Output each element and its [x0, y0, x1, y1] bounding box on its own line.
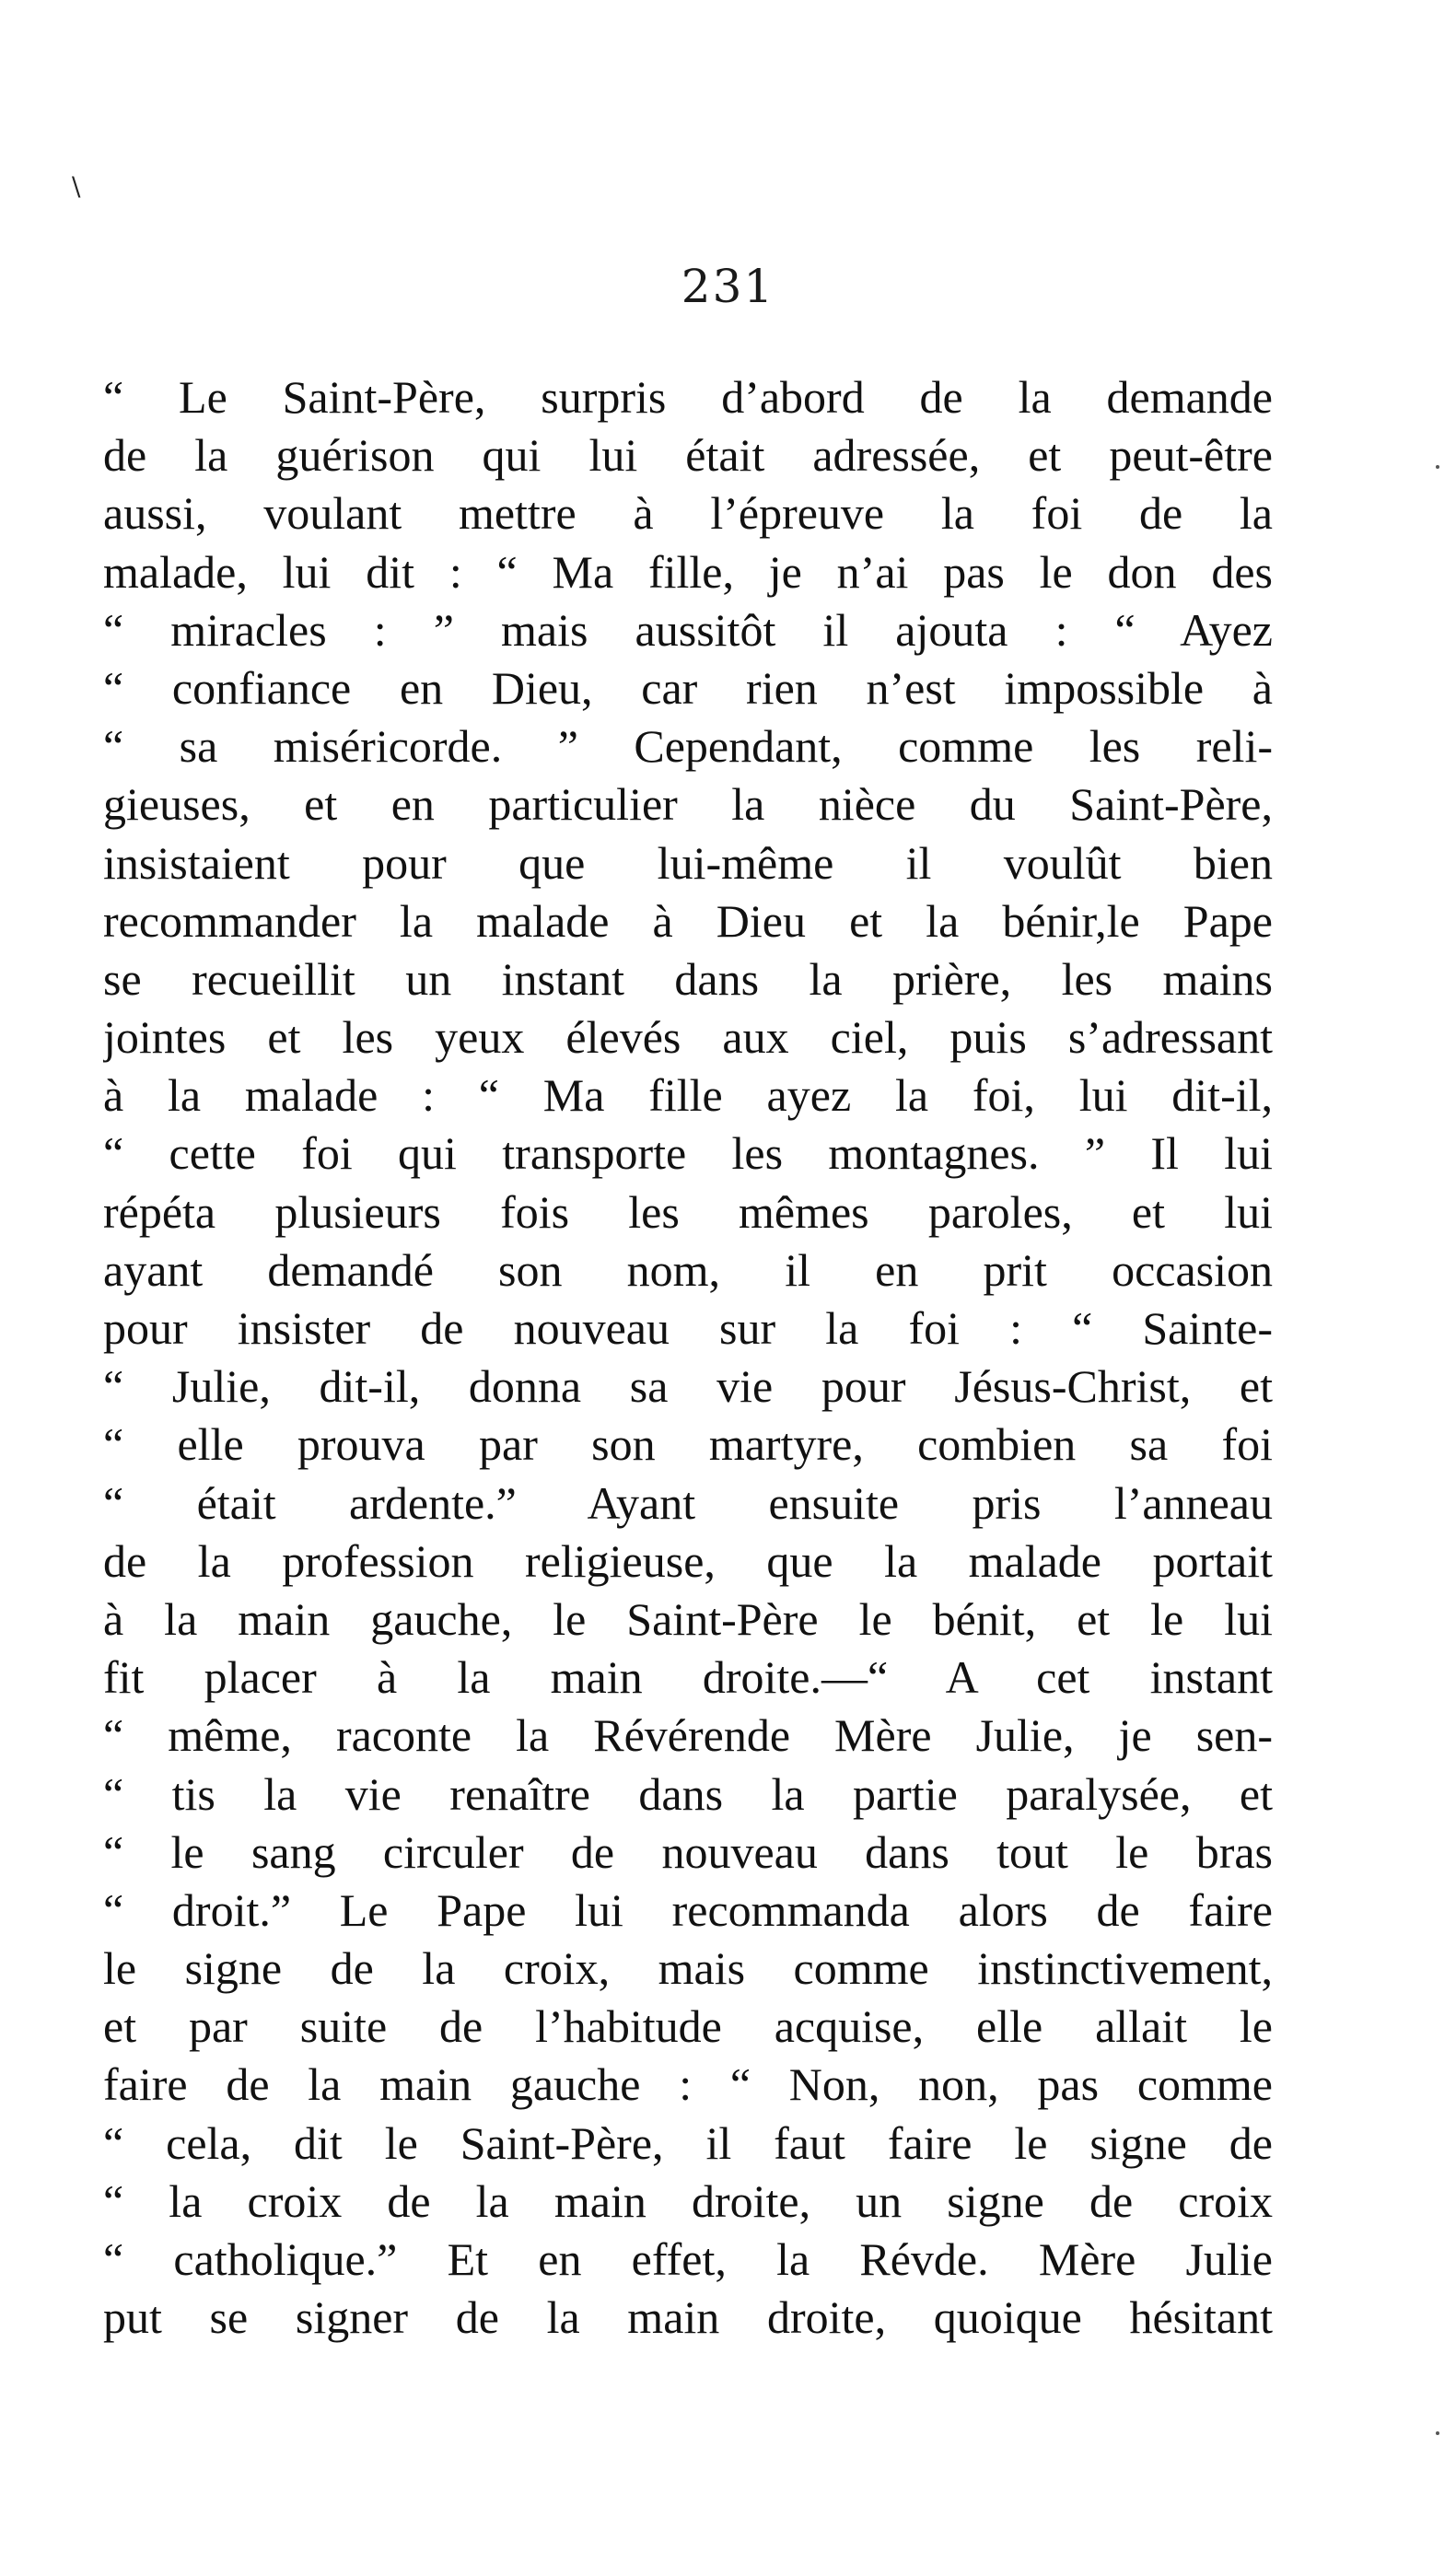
scan-speck [1436, 2431, 1439, 2435]
text-line: de la guérison qui lui était adressée, et peut-être [103, 429, 1273, 482]
scan-speck [1436, 465, 1439, 469]
text-line: “ cette foi qui transporte les montagnes. ” Il lui [103, 1127, 1273, 1180]
text-line: pour insister de nouveau sur la foi : “ Sainte- [103, 1302, 1273, 1354]
text-line: “ confiance en Dieu, car rien n’est impossible à [103, 661, 1273, 714]
text-line: “ miracles : ” mais aussitôt il ajouta : “ Ayez [103, 603, 1273, 656]
text-line: ayant demandé son nom, il en prit occasion [103, 1243, 1273, 1296]
text-line: “ Julie, dit-il, donna sa vie pour Jésus-Christ, et [103, 1360, 1273, 1413]
page-number: 231 [681, 260, 775, 313]
text-line: put se signer de la main droite, quoique hésitant [103, 2291, 1273, 2344]
body-text [103, 368, 1273, 2347]
text-line: recommander la malade à Dieu et la bénir,le Pape [103, 894, 1273, 947]
text-line: à la malade : “ Ma fille ayez la foi, lui dit-il, [103, 1069, 1273, 1122]
text-line: “ cela, dit le Saint-Père, il faut faire le signe de [103, 2116, 1273, 2169]
text-line: “ le sang circuler de nouveau dans tout le bras [103, 1825, 1273, 1878]
text-line: “ elle prouva par son martyre, combien sa foi [103, 1418, 1273, 1471]
text-line: “ la croix de la main droite, un signe de croix [103, 2174, 1273, 2227]
text-line: le signe de la croix, mais comme instinctivement, [103, 1942, 1273, 1995]
text-line: aussi, voulant mettre à l’épreuve la foi de la [103, 487, 1273, 540]
text-line: “ même, raconte la Révérende Mère Julie, je sen- [103, 1709, 1273, 1762]
text-line: à la main gauche, le Saint-Père le bénit, et le lui [103, 1592, 1273, 1645]
text-line: malade, lui dit : “ Ma fille, je n’ai pas le don des [103, 545, 1273, 598]
text-line: faire de la main gauche : “ Non, non, pas comme [103, 2058, 1273, 2111]
text-line: “ catholique.” Et en effet, la Révde. Mère Julie [103, 2233, 1273, 2285]
text-line: répéta plusieurs fois les mêmes paroles, et lui [103, 1185, 1273, 1238]
text-line: “ tis la vie renaître dans la partie paralysée, et [103, 1767, 1273, 1820]
text-line: fit placer à la main droite.—“ A cet instant [103, 1651, 1273, 1704]
text-line: “ sa miséricorde. ” Cependant, comme les reli- [103, 720, 1273, 773]
stray-ink-mark: \ [72, 171, 81, 202]
text-line: et par suite de l’habitude acquise, elle allait le [103, 2000, 1273, 2053]
text-line: de la profession religieuse, que la malade portait [103, 1534, 1273, 1587]
text-line: “ droit.” Le Pape lui recommanda alors de faire [103, 1883, 1273, 1936]
text-line: jointes et les yeux élevés aux ciel, puis s’adressant [103, 1011, 1273, 1064]
text-line: insistaient pour que lui-même il voulût bien [103, 836, 1273, 889]
text-line: “ était ardente.” Ayant ensuite pris l’anneau [103, 1476, 1273, 1529]
text-line: se recueillit un instant dans la prière, les mains [103, 952, 1273, 1005]
text-line: gieuses, et en particulier la nièce du Saint-Père, [103, 778, 1273, 831]
text-line: “ Le Saint-Père, surpris d’abord de la demande [103, 371, 1273, 423]
